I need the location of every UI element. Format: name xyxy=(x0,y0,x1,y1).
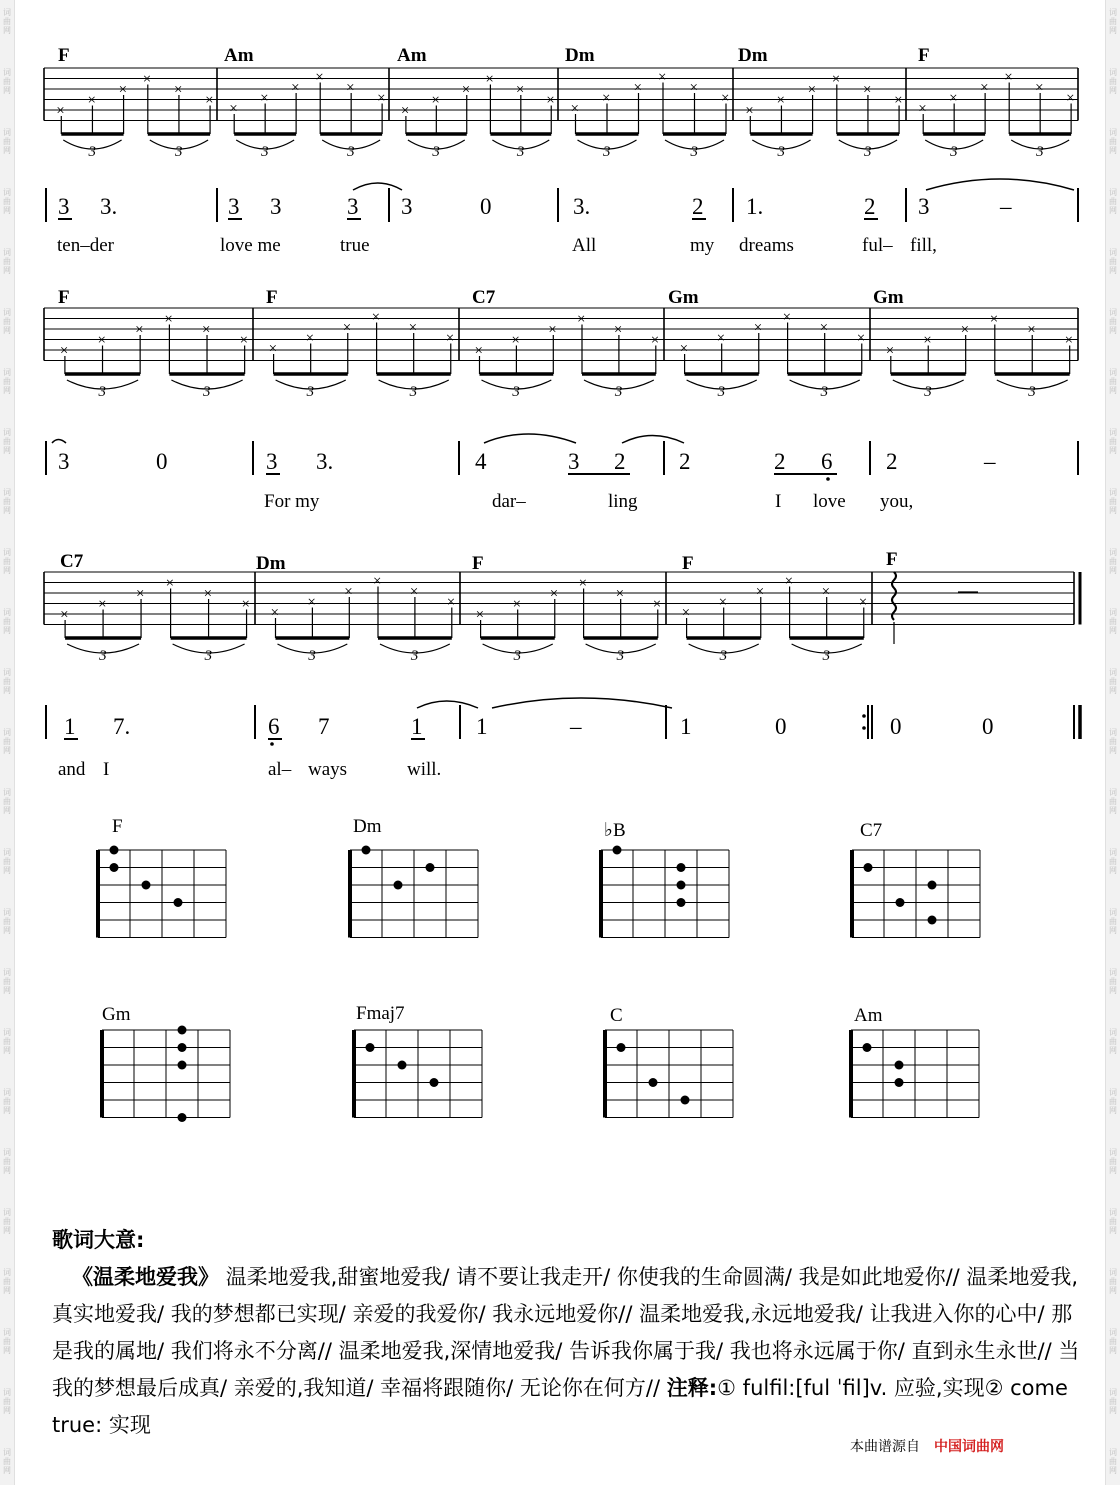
diagram-name: Dm xyxy=(353,816,382,837)
lyric: ten–der xyxy=(57,235,114,256)
finger-dot xyxy=(430,1078,439,1087)
chord-name: Am xyxy=(397,45,427,66)
chord-name: F xyxy=(58,45,70,66)
triplet-number: 3 xyxy=(347,144,355,160)
lyric: ways xyxy=(308,759,348,780)
tablature-layer xyxy=(44,68,1080,664)
note: 3 xyxy=(58,194,70,219)
tab-fret-mark: × xyxy=(371,309,381,326)
watermark-text: 词 曲 网 xyxy=(1109,488,1117,515)
triplet-number: 3 xyxy=(261,144,269,160)
triplet-number: 3 xyxy=(717,384,726,400)
finger-dot xyxy=(110,863,119,872)
watermark-text: 词 曲 网 xyxy=(3,668,11,695)
tab-fret-mark: × xyxy=(305,330,315,347)
chord-name: C7 xyxy=(60,551,84,572)
tab-fret-mark: × xyxy=(718,594,728,611)
tab-fret-mark: × xyxy=(512,596,522,613)
tab-fret-mark: × xyxy=(745,103,754,119)
finger-dot xyxy=(677,863,686,872)
tab-fret-mark: × xyxy=(446,594,456,611)
triplet-number: 3 xyxy=(174,144,183,160)
watermark-text: 词 曲 网 xyxy=(1109,608,1117,635)
triplet-number: 3 xyxy=(409,384,418,400)
note: 3. xyxy=(316,449,334,474)
note: – xyxy=(984,449,996,474)
tab-fret-mark: × xyxy=(173,82,183,98)
watermark-text: 词 曲 网 xyxy=(3,68,11,95)
tab-fret-mark: × xyxy=(373,573,382,590)
tab-fret-mark: × xyxy=(679,341,689,357)
watermark-text: 词 曲 网 xyxy=(1109,1028,1117,1055)
finger-dot xyxy=(677,898,686,907)
chord-name: F xyxy=(58,287,70,308)
tab-fret-mark: × xyxy=(819,320,829,336)
tab-fret-mark: × xyxy=(203,586,213,602)
triplet-number: 3 xyxy=(513,648,522,664)
tab-fret-mark: × xyxy=(613,322,623,338)
lyric: and xyxy=(58,759,86,780)
tab-fret-mark: × xyxy=(658,69,667,86)
finger-dot xyxy=(142,881,151,890)
tab-fret-mark: × xyxy=(307,594,316,611)
tab-fret-mark: × xyxy=(862,82,872,98)
watermark-text: 词 曲 网 xyxy=(3,428,11,455)
finger-dot xyxy=(864,863,873,872)
watermark-text: 词 曲 网 xyxy=(3,1028,11,1055)
lyric: you, xyxy=(880,491,914,512)
watermark-text: 词 曲 网 xyxy=(1109,968,1117,995)
watermark-text: 词 曲 网 xyxy=(1109,248,1117,275)
tab-fret-mark: × xyxy=(202,322,211,338)
watermark-text: 词 曲 网 xyxy=(3,728,11,755)
source-label: 本曲谱源自 xyxy=(850,1439,920,1455)
note: 2 xyxy=(679,449,691,474)
note: 1 xyxy=(680,714,692,739)
triplet-number: 3 xyxy=(1028,384,1036,400)
finger-dot xyxy=(649,1078,658,1087)
triplet-number: 3 xyxy=(719,648,728,664)
finger-dot xyxy=(863,1043,872,1052)
triplet-number: 3 xyxy=(512,384,520,400)
watermark-text: 词 曲 网 xyxy=(1109,1448,1117,1475)
watermark-text: 词 曲 网 xyxy=(1109,428,1117,455)
tab-fret-mark: × xyxy=(918,101,927,117)
tab-fret-mark: × xyxy=(831,71,841,88)
tab-fret-mark: × xyxy=(633,80,642,96)
finger-dot xyxy=(895,1061,904,1070)
tab-fret-mark: × xyxy=(577,311,586,328)
tab-fret-mark: × xyxy=(270,605,279,621)
tab-fret-mark: × xyxy=(602,90,611,107)
tab-fret-mark: × xyxy=(549,586,559,602)
tab-fret-mark: × xyxy=(474,343,483,359)
watermark-text: 词 曲 网 xyxy=(3,128,11,155)
tab-fret-mark: × xyxy=(475,607,485,623)
finger-dot xyxy=(178,1043,187,1052)
triplet-number: 3 xyxy=(88,144,96,160)
triplet-number: 3 xyxy=(603,144,611,160)
song-title: 《温柔地爱我》 xyxy=(72,1265,219,1289)
diagram-name: F xyxy=(112,816,123,837)
watermark-text: 词 曲 网 xyxy=(3,488,11,515)
lyric: I xyxy=(103,759,110,780)
diagram-name: Am xyxy=(854,1005,883,1026)
note: 6 xyxy=(821,449,833,474)
finger-dot xyxy=(174,898,183,907)
triplet-number: 3 xyxy=(1036,144,1044,160)
row2-lyrics xyxy=(264,491,913,512)
triplet-number: 3 xyxy=(203,384,211,400)
tab-fret-mark: × xyxy=(60,607,69,623)
note: 2 xyxy=(886,449,898,474)
tab-fret-mark: × xyxy=(681,605,691,621)
meaning-body: 温柔地爱我,甜蜜地爱我/ 请不要让我走开/ 你使我的生命圆满/ 我是如此地爱你// 温柔地爱我,真实地爱我/ 我的梦想都已实现/ 亲爱的我爱你/ 我永远地爱你// 温柔地爱我,永远地爱我/ 让我进入你的心中/ 那是我的属地/ 我们将永不分离// 温柔地爱我,深情地爱我/ 告诉我你属于我/ 我也将永远属于你/ 直到永生永世// 当我的梦想最后成真/ 亲爱的,我知道/ 幸福将跟随你/ 无论你在何方// xyxy=(52,1265,1080,1400)
lyrics-meaning xyxy=(52,1222,1092,1444)
triplet-number: 3 xyxy=(863,144,872,160)
tab-fret-mark: × xyxy=(721,90,730,107)
note-label: 注释: xyxy=(666,1376,718,1400)
triplet-number: 3 xyxy=(410,648,419,664)
row3-lyrics xyxy=(58,759,441,780)
note-text: ① fulfil:[ful ˈfil]v. 应验,实现② come true: 实现 xyxy=(52,1376,1068,1437)
note: 3 xyxy=(568,449,580,474)
tab-fret-mark: × xyxy=(315,69,324,86)
tab-fret-mark: × xyxy=(229,101,238,117)
tab-fret-mark: × xyxy=(856,330,866,347)
watermark-text: 词 曲 网 xyxy=(1109,8,1117,35)
tab-fret-mark: × xyxy=(445,330,455,347)
lyric: will. xyxy=(407,759,442,780)
watermark-text: 词 曲 网 xyxy=(1109,1088,1117,1115)
watermark-text: 词 曲 网 xyxy=(3,188,11,215)
triplet-number: 3 xyxy=(777,144,785,160)
chord-name: F xyxy=(886,549,898,570)
tab-fret-mark: × xyxy=(1064,332,1074,349)
tab-fret-mark: × xyxy=(342,320,352,336)
diagram-name: ♭B xyxy=(604,820,626,841)
triplet-number: 3 xyxy=(822,648,831,664)
watermark-text: 词 曲 网 xyxy=(1109,1328,1117,1355)
row2-chord-names xyxy=(58,287,904,308)
finger-dot xyxy=(362,846,371,855)
note: 3. xyxy=(100,194,118,219)
tab-fret-mark: × xyxy=(546,92,555,109)
source-footer xyxy=(850,1436,1004,1456)
chord-name: F xyxy=(266,287,278,308)
watermark-text: 词 曲 网 xyxy=(3,308,11,335)
tab-fret-mark: × xyxy=(291,80,300,96)
diagram-name: Fmaj7 xyxy=(356,1003,405,1024)
note: 2 xyxy=(692,194,704,219)
finger-dot xyxy=(110,846,119,855)
tab-fret-mark: × xyxy=(753,320,763,336)
tab-fret-mark: × xyxy=(1035,80,1044,96)
triplet-number: 3 xyxy=(99,648,107,664)
watermark-text: 词 曲 网 xyxy=(3,368,11,395)
lyric: love xyxy=(813,491,846,512)
tab-fret-mark: × xyxy=(142,71,152,88)
watermark-text: 词 曲 网 xyxy=(3,1088,11,1115)
watermark-text: 词 曲 网 xyxy=(3,908,11,935)
watermark-text: 词 曲 网 xyxy=(1109,728,1117,755)
tab-fret-mark: × xyxy=(461,82,471,98)
diagram-name: C7 xyxy=(860,820,883,841)
tab-fret-mark: × xyxy=(98,596,107,613)
note: 4 xyxy=(475,449,487,474)
note: 3 xyxy=(266,449,278,474)
note: 0 xyxy=(775,714,787,739)
chord-name: F xyxy=(682,553,694,574)
watermark-text: 词 曲 网 xyxy=(3,8,11,35)
lyric: dreams xyxy=(739,235,794,256)
note: 0 xyxy=(982,714,994,739)
tab-fret-mark: × xyxy=(164,311,173,328)
watermark-text: 词 曲 网 xyxy=(1109,1208,1117,1235)
note: – xyxy=(570,714,582,739)
note: – xyxy=(1000,194,1012,219)
triplet-number: 3 xyxy=(924,384,932,400)
watermark-text: 词 曲 网 xyxy=(3,248,11,275)
watermark-text: 词 曲 网 xyxy=(1109,188,1117,215)
note: 1. xyxy=(746,194,764,219)
lyric: my xyxy=(690,235,715,256)
lyric: al– xyxy=(268,759,292,780)
tab-fret-mark: × xyxy=(346,80,355,96)
triplet-number: 3 xyxy=(306,384,315,400)
finger-dot xyxy=(681,1096,690,1105)
note: 6 xyxy=(268,714,280,739)
finger-dot xyxy=(178,1061,187,1070)
tab-fret-mark: × xyxy=(615,586,625,602)
triplet-number: 3 xyxy=(308,648,316,664)
watermark-text: 词 曲 网 xyxy=(3,1388,11,1415)
tab-fret-mark: × xyxy=(1027,322,1036,338)
note: 2 xyxy=(864,194,876,219)
finger-dot xyxy=(928,881,937,890)
watermark-text: 词 曲 网 xyxy=(1109,308,1117,335)
row3-notation xyxy=(46,698,1080,746)
tab-fret-mark: × xyxy=(409,584,419,600)
watermark-text: 词 曲 网 xyxy=(1109,908,1117,935)
lyric: love me xyxy=(220,235,281,256)
tab-fret-mark: × xyxy=(980,80,989,96)
finger-dot xyxy=(178,1026,187,1035)
watermark-text: 词 曲 网 xyxy=(1109,548,1117,575)
lyric: I xyxy=(775,491,782,512)
chord-name: Gm xyxy=(873,287,904,308)
note: 1 xyxy=(411,714,423,739)
tab-fret-mark: × xyxy=(511,332,520,349)
watermark-text: 词 曲 网 xyxy=(1109,128,1117,155)
triplet-number: 3 xyxy=(98,384,107,400)
note: 3 xyxy=(228,194,240,219)
note: 3 xyxy=(58,449,70,474)
tab-fret-mark: × xyxy=(97,332,106,349)
diagram-name: C xyxy=(610,1005,623,1026)
finger-dot xyxy=(366,1043,375,1052)
note: 3 xyxy=(401,194,413,219)
chord-name: Dm xyxy=(738,45,768,66)
lyric: dar– xyxy=(492,491,526,512)
tab-fret-mark: × xyxy=(344,584,353,600)
finger-dot xyxy=(613,846,622,855)
lyric: ling xyxy=(608,491,638,512)
row2-notation xyxy=(46,434,1078,481)
tab-fret-mark: × xyxy=(56,103,65,119)
tab-fret-mark: × xyxy=(87,92,96,109)
tab-fret-mark: × xyxy=(431,92,440,109)
tab-fret-mark: × xyxy=(858,594,868,611)
chord-name: Gm xyxy=(668,287,699,308)
lyric: true xyxy=(340,235,370,256)
lyric: For my xyxy=(264,491,320,512)
tab-fret-mark: × xyxy=(377,90,386,107)
tab-fret-mark: × xyxy=(689,80,698,96)
watermark-text: 词 曲 网 xyxy=(1109,1148,1117,1175)
triplet-number: 3 xyxy=(616,648,625,664)
watermark-text: 词 曲 网 xyxy=(3,608,11,635)
tab-fret-mark: × xyxy=(578,575,588,592)
watermark-text: 词 曲 网 xyxy=(1109,368,1117,395)
row1-chord-names xyxy=(58,45,930,66)
tab-fret-mark: × xyxy=(118,82,128,98)
tab-fret-mark: × xyxy=(949,90,958,107)
finger-dot xyxy=(178,1113,187,1122)
note: 0 xyxy=(156,449,168,474)
tab-fret-mark: × xyxy=(136,586,145,602)
chord-name: Am xyxy=(224,45,254,66)
watermark-text: 词 曲 网 xyxy=(1109,68,1117,95)
tab-fret-mark: × xyxy=(59,343,69,359)
triplet-number: 3 xyxy=(432,144,440,160)
finger-dot xyxy=(426,863,435,872)
tab-fret-mark: × xyxy=(239,332,249,349)
tab-fret-mark: × xyxy=(1066,90,1075,107)
tab-fret-mark: × xyxy=(485,71,494,88)
tab-fret-mark: × xyxy=(821,584,831,600)
finger-dot xyxy=(896,898,905,907)
chord-name: C7 xyxy=(472,287,496,308)
tab-fret-mark: × xyxy=(400,103,410,119)
chord-name: Dm xyxy=(565,45,595,66)
triplet-number: 3 xyxy=(516,144,525,160)
triplet-number: 3 xyxy=(820,384,829,400)
watermark-text: 词 曲 网 xyxy=(3,1208,11,1235)
note: 7. xyxy=(113,714,131,739)
tab-fret-mark: × xyxy=(784,573,794,590)
note: 3 xyxy=(270,194,282,219)
note: 3 xyxy=(918,194,930,219)
tab-fret-mark: × xyxy=(960,322,970,338)
tab-fret-mark: × xyxy=(515,82,525,98)
triplet-number: 3 xyxy=(690,144,698,160)
arpeggio-mark xyxy=(892,572,896,620)
watermark-text: 词 曲 网 xyxy=(3,1448,11,1475)
finger-dot xyxy=(617,1043,626,1052)
watermark-text: 词 曲 网 xyxy=(3,848,11,875)
triplet-number: 3 xyxy=(614,384,623,400)
tab-fret-mark: × xyxy=(894,92,903,109)
tab-fret-mark: × xyxy=(885,343,895,359)
watermark-text: 词 曲 网 xyxy=(1109,848,1117,875)
chord-diagrams xyxy=(98,846,980,1123)
site-name[interactable]: 中国词曲网 xyxy=(934,1439,1004,1455)
triplet-number: 3 xyxy=(204,648,213,664)
note: 3 xyxy=(347,194,359,219)
watermark-text: 词 曲 网 xyxy=(3,1148,11,1175)
tab-fret-mark: × xyxy=(268,341,278,357)
chord-diagram-names xyxy=(102,816,883,1026)
chord-name: F xyxy=(918,45,930,66)
tab-fret-mark: × xyxy=(1004,69,1013,86)
tab-fret-mark: × xyxy=(989,311,999,328)
watermark-text: 词 曲 网 xyxy=(1109,1388,1117,1415)
tab-fret-mark: × xyxy=(205,92,214,109)
note: 2 xyxy=(774,449,786,474)
finger-dot xyxy=(928,916,937,925)
note: 0 xyxy=(890,714,902,739)
watermark-text: 词 曲 网 xyxy=(3,1268,11,1295)
row1-notation xyxy=(46,179,1078,222)
finger-dot xyxy=(394,881,403,890)
finger-dot xyxy=(677,881,686,890)
note: 2 xyxy=(614,449,626,474)
tab-fret-mark: × xyxy=(776,92,785,109)
tab-fret-mark: × xyxy=(755,584,765,600)
chord-name: F xyxy=(472,553,484,574)
diagram-name: Gm xyxy=(102,1004,131,1025)
lyric: All xyxy=(572,235,597,256)
chord-name: Dm xyxy=(256,553,286,574)
tab-fret-mark: × xyxy=(408,320,418,336)
finger-dot xyxy=(398,1061,407,1070)
tab-fret-mark: × xyxy=(548,322,557,338)
tab-fret-mark: × xyxy=(782,309,792,326)
tab-fret-mark: × xyxy=(652,596,662,613)
note: 0 xyxy=(480,194,492,219)
tab-fret-mark: × xyxy=(650,332,660,349)
tab-fret-mark: × xyxy=(923,332,932,349)
watermark-text: 词 曲 网 xyxy=(3,788,11,815)
tab-fret-mark: × xyxy=(260,90,269,107)
watermark-text: 词 曲 网 xyxy=(3,1328,11,1355)
tab-fret-mark: × xyxy=(716,330,726,347)
note: 7 xyxy=(318,714,330,739)
tab-fret-mark: × xyxy=(165,575,175,592)
tab-fret-mark: × xyxy=(807,82,817,98)
triplet-number: 3 xyxy=(950,144,958,160)
watermark-text: 词 曲 网 xyxy=(1109,788,1117,815)
watermark-text: 词 曲 网 xyxy=(3,968,11,995)
lyric: ful– xyxy=(862,235,893,256)
watermark-text: 词 曲 网 xyxy=(1109,1268,1117,1295)
finger-dot xyxy=(895,1078,904,1087)
note: 1 xyxy=(476,714,488,739)
watermark-text: 词 曲 网 xyxy=(1109,668,1117,695)
row3-chord-names xyxy=(60,549,898,574)
note: 3. xyxy=(573,194,591,219)
tab-fret-mark: × xyxy=(135,322,144,338)
tab-fret-mark: × xyxy=(570,101,579,117)
lyric: fill, xyxy=(910,235,937,256)
row1-lyrics xyxy=(57,235,937,256)
watermark-text: 词 曲 网 xyxy=(3,548,11,575)
meaning-heading: 歌词大意: xyxy=(52,1228,145,1252)
tab-fret-mark: × xyxy=(241,596,251,613)
note: 1 xyxy=(64,714,76,739)
